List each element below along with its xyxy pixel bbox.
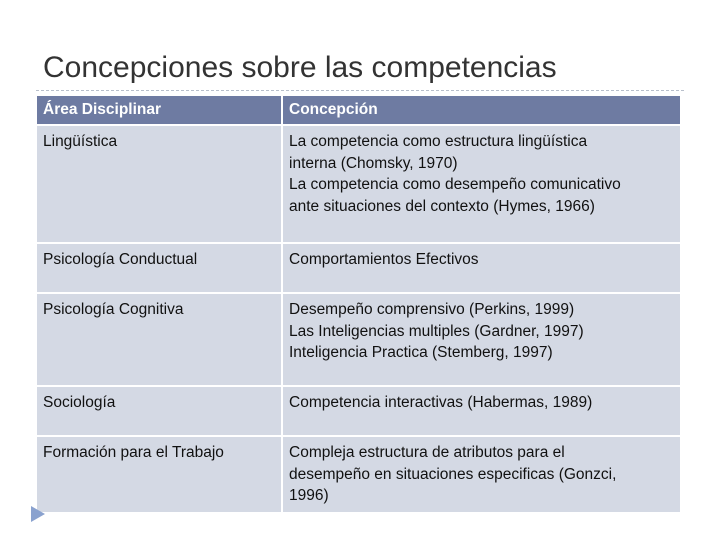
concepcion-line: desempeño en situaciones especificas (Gonzci,: [289, 465, 617, 483]
cell-area: Psicología Conductual: [37, 244, 281, 292]
concepcion-line: ante situaciones del contexto (Hymes, 1966): [289, 197, 595, 215]
concepcion-line: La competencia como estructura lingüística: [289, 133, 588, 150]
concepts-table: [35, 94, 682, 514]
table-row: [37, 387, 680, 435]
concepcion-line: Desempeño comprensivo (Perkins, 1999): [289, 301, 575, 318]
cell-concepcion: [283, 437, 680, 512]
concepcion-line: Inteligencia Practica (Stemberg, 1997): [289, 344, 553, 361]
header-area: Área Disciplinar: [37, 96, 281, 124]
table-row: [37, 244, 680, 292]
cell-concepcion: [283, 294, 680, 385]
title-divider: [36, 90, 684, 91]
concepcion-line: Las Inteligencias multiples (Gardner, 1997): [289, 322, 584, 340]
cell-concepcion: [283, 387, 680, 435]
triangle-right-icon: [31, 506, 45, 522]
table-header-row: [37, 96, 680, 124]
cell-area: Psicología Cognitiva: [37, 294, 281, 385]
cell-area: Lingüística: [37, 126, 281, 242]
cell-area: Formación para el Trabajo: [37, 437, 281, 512]
table-row: [37, 126, 680, 242]
cell-concepcion: [283, 126, 680, 242]
cell-concepcion: [283, 244, 680, 292]
slide-title: Concepciones sobre las competencias: [43, 51, 557, 84]
table-row: [37, 294, 680, 385]
concepcion-line: Compleja estructura de atributos para el: [289, 444, 565, 461]
concepcion-line: 1996): [289, 487, 329, 504]
concepcion-line: Competencia interactivas (Habermas, 1989): [289, 394, 593, 411]
concepcion-line: interna (Chomsky, 1970): [289, 154, 458, 172]
table-row: [37, 437, 680, 512]
header-concepcion: Concepción: [283, 96, 680, 124]
concepcion-line: Comportamientos Efectivos: [289, 251, 479, 268]
cell-area: Sociología: [37, 387, 281, 435]
concepcion-line: La competencia como desempeño comunicativo: [289, 176, 621, 193]
